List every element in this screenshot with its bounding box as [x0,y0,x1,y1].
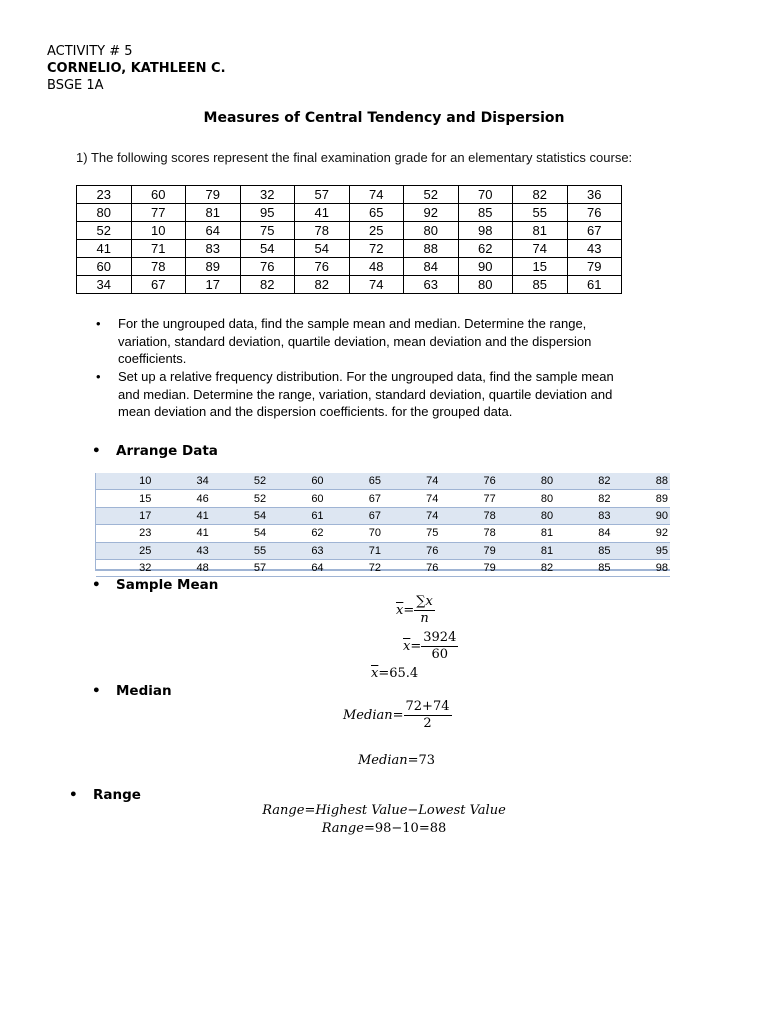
score-cell: 79 [567,258,622,276]
score-cell: 34 [77,276,132,294]
mean-value: =65.4 [378,666,419,681]
scores-row [77,276,622,294]
score-cell: 25 [349,222,404,240]
score-cell: 67 [131,276,186,294]
arranged-cell: 82 [498,559,555,576]
arranged-cell: 60 [268,473,325,490]
arranged-cell: 61 [268,507,325,524]
arranged-cell: 76 [440,473,497,490]
arranged-cell: 46 [153,490,210,507]
equals-sign: = [410,639,422,654]
section-heading: Sample Mean [116,577,219,593]
score-cell: 54 [295,240,350,258]
arranged-cell: 85 [555,559,612,576]
score-cell: 80 [458,276,513,294]
score-cell: 52 [404,186,459,204]
arranged-cell: 90 [613,507,670,524]
arranged-cell: 84 [555,525,612,542]
arranged-cell: 43 [153,542,210,559]
mean-result [371,666,418,681]
arranged-cell: 80 [498,490,555,507]
score-cell: 74 [349,186,404,204]
score-cell: 76 [567,204,622,222]
fraction-numerator: ∑x [416,594,433,609]
score-cell: 75 [240,222,295,240]
score-cell: 76 [240,258,295,276]
score-cell: 81 [513,222,568,240]
score-cell: 88 [404,240,459,258]
score-cell: 83 [186,240,241,258]
mean-formula [396,594,435,627]
score-cell: 64 [186,222,241,240]
bullet-dot: • [92,443,101,459]
bullet-dot: • [92,577,101,593]
score-cell: 60 [77,258,132,276]
range-definition: =Highest Value−Lowest Value [304,803,506,818]
range-formula [0,803,768,818]
equals-sign: = [392,708,404,723]
scores-row [77,222,622,240]
arranged-cell: 41 [153,525,210,542]
page-title: Measures of Central Tendency and Dispersion [203,110,565,126]
arranged-cell: 79 [440,559,497,576]
score-cell: 82 [513,186,568,204]
score-cell: 80 [77,204,132,222]
fraction-denominator: n [420,611,429,626]
score-cell: 78 [131,258,186,276]
arranged-cell: 17 [96,507,153,524]
x-bar-symbol: $\overline{x}$ [371,666,379,681]
arranged-cell: 85 [555,542,612,559]
arranged-cell: 34 [153,473,210,490]
arranged-cell: 67 [326,490,383,507]
score-cell: 77 [131,204,186,222]
section-heading: Range [93,787,141,803]
score-cell: 60 [131,186,186,204]
task-text: Set up a relative frequency distribution. For the ungrouped data, find the sample mean and median. Determine the range, variation, standard deviation, quartile deviation and mean deviation and the dispersion coefficients. for the grouped data. [118,369,614,419]
score-cell: 54 [240,240,295,258]
student-section: BSGE 1A [47,78,104,93]
arranged-cell: 76 [383,542,440,559]
arranged-cell: 81 [498,525,555,542]
section-heading: Median [116,683,172,699]
arranged-cell: 15 [96,490,153,507]
score-cell: 80 [404,222,459,240]
median-word: Median [343,708,393,723]
median-result [358,753,435,768]
arranged-cell: 80 [498,473,555,490]
score-cell: 67 [567,222,622,240]
score-cell: 32 [240,186,295,204]
score-cell: 82 [240,276,295,294]
arranged-cell: 55 [211,542,268,559]
arranged-cell: 71 [326,542,383,559]
bullet-dot: • [96,316,101,331]
arranged-cell: 81 [498,542,555,559]
score-cell: 92 [404,204,459,222]
score-cell: 81 [186,204,241,222]
score-cell: 17 [186,276,241,294]
arranged-cell: 95 [613,542,670,559]
scores-row [77,240,622,258]
score-cell: 90 [458,258,513,276]
arranged-cell: 72 [326,559,383,576]
arranged-cell: 54 [211,525,268,542]
score-cell: 85 [513,276,568,294]
x-bar-symbol: $\overline{x}$ [396,603,404,618]
arranged-cell: 76 [383,559,440,576]
score-cell: 36 [567,186,622,204]
fraction [414,594,435,627]
scores-row [77,204,622,222]
arranged-row [96,473,670,490]
student-name: CORNELIO, KATHLEEN C. [47,61,226,76]
score-cell: 78 [295,222,350,240]
score-cell: 71 [131,240,186,258]
section-heading: Arrange Data [116,443,218,459]
arranged-cell: 23 [96,525,153,542]
arranged-cell: 60 [268,490,325,507]
arranged-cell: 74 [383,473,440,490]
arranged-cell: 10 [96,473,153,490]
arranged-cell: 89 [613,490,670,507]
score-cell: 61 [567,276,622,294]
score-cell: 95 [240,204,295,222]
score-cell: 15 [513,258,568,276]
arranged-cell: 92 [613,525,670,542]
range-word: Range [321,821,364,836]
range-word: Range [262,803,305,818]
score-cell: 85 [458,204,513,222]
arranged-cell: 25 [96,542,153,559]
arranged-cell: 54 [211,507,268,524]
arranged-cell: 70 [326,525,383,542]
bullet-dot: • [92,683,101,699]
score-cell: 52 [77,222,132,240]
arranged-cell: 78 [440,525,497,542]
arranged-cell: 65 [326,473,383,490]
task-item [96,315,636,369]
score-cell: 76 [295,258,350,276]
equals-sign: = [403,603,415,618]
problem-text: The following scores represent the final examination grade for an elementary statistics course: [90,150,633,165]
score-cell: 10 [131,222,186,240]
scores-row [77,186,622,204]
arranged-cell: 74 [383,490,440,507]
arranged-row [96,525,670,542]
arranged-cell: 67 [326,507,383,524]
fraction-denominator: 60 [431,647,449,662]
score-cell: 62 [458,240,513,258]
score-cell: 63 [404,276,459,294]
arranged-row [96,507,670,524]
score-cell: 48 [349,258,404,276]
arranged-cell: 52 [211,473,268,490]
arranged-cell: 88 [613,473,670,490]
x-bar-symbol: $\overline{x}$ [403,639,411,654]
score-cell: 23 [77,186,132,204]
score-cell: 70 [458,186,513,204]
score-cell: 43 [567,240,622,258]
fraction [404,699,452,732]
arranged-cell: 62 [268,525,325,542]
problem-number: 1) [76,150,88,165]
score-cell: 72 [349,240,404,258]
arranged-cell: 64 [268,559,325,576]
arranged-cell: 83 [555,507,612,524]
score-cell: 41 [77,240,132,258]
task-text: For the ungrouped data, find the sample mean and median. Determine the range, variation, standard deviation, quartile deviation, mean deviation and the dispersion coefficients. [118,316,592,366]
fraction-numerator: 72+74 [405,699,450,714]
score-cell: 41 [295,204,350,222]
score-cell: 55 [513,204,568,222]
score-cell: 57 [295,186,350,204]
median-formula [343,699,452,732]
task-item [96,368,636,422]
arranged-cell: 41 [153,507,210,524]
range-result [0,821,768,836]
arranged-row [96,490,670,507]
median-value: =73 [407,753,436,768]
arranged-cell: 78 [440,507,497,524]
bullet-dot: • [69,787,78,803]
fraction-denominator: 2 [423,716,432,731]
score-cell: 79 [186,186,241,204]
mean-substitution [403,630,458,663]
score-cell: 82 [295,276,350,294]
arranged-cell: 74 [383,507,440,524]
scores-table [76,185,622,294]
score-cell: 74 [513,240,568,258]
scores-row [77,258,622,276]
score-cell: 98 [458,222,513,240]
activity-label: ACTIVITY # 5 [47,44,133,59]
arranged-row [96,542,670,559]
score-cell: 74 [349,276,404,294]
arranged-cell: 82 [555,473,612,490]
arranged-cell: 57 [211,559,268,576]
range-value: =98−10=88 [363,821,447,836]
arranged-cell: 75 [383,525,440,542]
arranged-cell: 77 [440,490,497,507]
arranged-row [96,559,670,576]
arranged-cell: 98 [613,559,670,576]
fraction-numerator: 3924 [423,630,457,645]
median-word: Median [358,753,408,768]
arranged-data-image [95,473,670,575]
arranged-cell: 82 [555,490,612,507]
score-cell: 65 [349,204,404,222]
bullet-dot: • [96,369,101,384]
arranged-cell: 32 [96,559,153,576]
problem-intro [76,149,636,166]
score-cell: 89 [186,258,241,276]
arranged-cell: 79 [440,542,497,559]
score-cell: 84 [404,258,459,276]
arranged-cell: 52 [211,490,268,507]
arranged-cell: 80 [498,507,555,524]
arranged-data-table [96,473,670,577]
fraction [421,630,458,663]
arranged-cell: 63 [268,542,325,559]
arranged-cell: 48 [153,559,210,576]
